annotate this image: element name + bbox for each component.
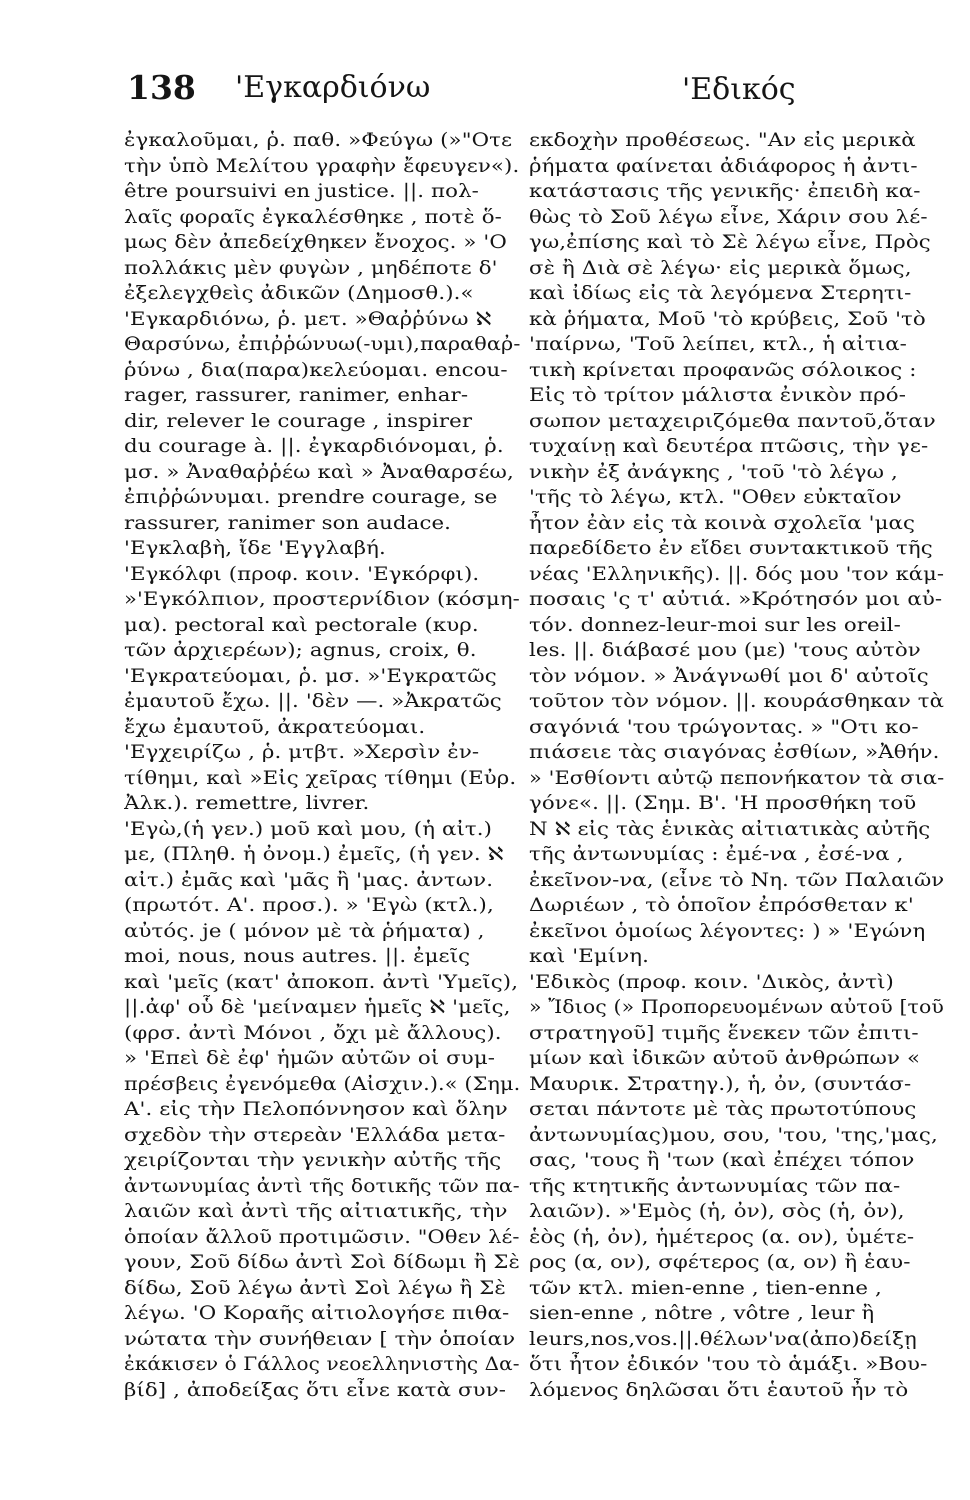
text-line: ἀντωνυμίας ἀντὶ τῆς δοτικῆς τῶν πα- [124, 1175, 520, 1197]
text-line: σαγόνιά 'του τρώγοντας. » "Οτι κο- [529, 716, 919, 738]
text-line: ἔχω ἐμαυτοῦ, ἀκρατεύομαι. [124, 716, 426, 738]
text-line: τῆς κτητικῆς ἀντωνυμίας τῶν πα- [529, 1175, 901, 1197]
text-line: βίδ] , ἀποδείξας ὅτι εἶνε κατὰ συν- [124, 1379, 507, 1401]
text-line: »'Εγκόλπιον, προστερνίδιον (κόσμη- [124, 589, 520, 610]
text-line: τόν. donnez-leur-moi sur les oreil- [529, 614, 901, 636]
text-line: γω,ἐπίσης καὶ τὸ Σὲ λέγω εἶνε, Πρὸς [529, 232, 931, 253]
text-line: καὶ ἰδίως εἰς τὰ λεγόμενα Στερητι- [529, 283, 912, 304]
text-line: λαιῶν καὶ ἀντὶ τῆς αἰτιατικῆς, τὴν [124, 1201, 508, 1222]
text-line: ὅτι ἦτον ἐδικόν 'του τὸ ἁμάξι. »Βου- [529, 1354, 928, 1375]
text-line: 'τῆς τὸ λέγω, κτλ. "Οθεν εὐκταῖον [529, 487, 902, 508]
text-line: τὸν νόμον. » Ἀνάγνωθί μοι δ' αὐτοῖς [529, 665, 929, 687]
text-line: 'Εγχειρίζω , ῥ. μτβτ. »Χερσὶν ἐν- [124, 742, 480, 763]
text-line: νέας 'Ελληνικῆς). ||. δός μου 'τον κάμ- [529, 563, 945, 585]
text-line: ἀντωνυμίας)μου, σου, 'του, 'της,'μας, [529, 1124, 938, 1146]
text-line: τῆς ἀντωνυμίας : ἐμέ-να , ἐσέ-να , [529, 844, 904, 865]
text-line: ποσαις 'ς τ' αὐτιά. »Κρότησόν μοι αὐ- [529, 589, 943, 610]
text-line: ῥήματα φαίνεται ἀδιάφορος ἡ ἀντι- [529, 155, 918, 177]
text-line: ῥύνω , δια(παρα)κελεύομαι. encou- [124, 359, 508, 381]
text-line: ἐξελεγχθεὶς ἀδικῶν (Δημοσθ.).« [124, 283, 474, 304]
left-guide-word: 'Εγκαρδιόνω [235, 70, 431, 105]
text-line: αὐτός. je ( μόνον μὲ τὰ ῥήματα) , [124, 920, 485, 942]
text-line: τῶν κτλ. mien-enne , tien-enne , [529, 1277, 882, 1299]
text-line: θὼς τὸ Σοῦ λέγω εἶνε, Χάριν σου λέ- [529, 206, 928, 228]
page-header [0, 68, 970, 118]
text-line: γουν, Σοῦ δίδω ἀντὶ Σοὶ δίδωμι ἢ Σὲ [124, 1252, 520, 1273]
text-line: γόνε«. ||. (Σημ. Β'. 'Η προσθήκη τοῦ [529, 793, 917, 814]
text-line: ἐκεῖνοι ὁμοίως λέγοντες: ) » 'Εγώνη [529, 920, 926, 942]
text-line: μσ. » Ἀναθαῤῥέω καὶ » Ἀναθαρσέω, [124, 461, 514, 483]
text-line: τίθημι, καὶ »Εἰς χεῖρας τίθημι (Εὐρ. [124, 767, 517, 789]
text-line: μως δὲν ἀπεδείχθηκεν ἔνοχος. » 'Ο [124, 232, 507, 253]
text-line: σας, 'τους ἢ 'των (καὶ ἐπέχει τόπον [529, 1150, 915, 1171]
text-line: ἑὸς (ἡ, ὀν), ἡμέτερος (α. ον), ὑμέτε- [529, 1226, 915, 1248]
text-line: τῶν ἀρχιερέων); agnus, croix, θ. [124, 640, 477, 661]
text-line: νικὴν ἐξ ἀνάγκης , 'τοῦ 'τὸ λέγω , [529, 461, 898, 483]
text-line: 'Εγκρατεύομαι, ῥ. μσ. »'Εγκρατῶς [124, 665, 497, 687]
text-line: leurs,nos,vos.||.θέλων'να(ἀπο)δείξῃ [529, 1328, 917, 1350]
text-line: ἐμαυτοῦ ἔχω. ||. 'δὲν —. »Ἀκρατῶς [124, 691, 502, 712]
text-line: ἐκεῖνον-να, (εἶνε τὸ Νη. τῶν Παλαιῶν [529, 869, 945, 891]
text-line: καὶ 'μεῖς (κατ' ἀποκοπ. ἀντὶ 'Υμεῖς), [124, 971, 519, 993]
text-line: λόμενος δηλῶσαι ὅτι ἑαυτοῦ ἦν τὸ [529, 1379, 909, 1401]
text-line: κὰ ῥήματα, Μοῦ 'τὸ κρύβεις, Σοῦ 'τὸ [529, 308, 926, 330]
text-line: τὴν ὑπὸ Μελίτου γραφὴν ἔφευγεν«). [124, 155, 520, 177]
text-line: μα). pectoral καὶ pectorale (κυρ. [124, 614, 479, 636]
text-line: ἐπιῤῥώνυμαι. prendre courage, se [124, 487, 498, 508]
text-line: δίδω, Σοῦ λέγω ἀντὶ Σοὶ λέγω ἢ Σὲ [124, 1277, 506, 1299]
text-line: καὶ 'Εμίνη. [529, 946, 650, 967]
page-number: 138 [127, 68, 196, 107]
text-line: λέγω. 'Ο Κοραῆς αἰτιολογήσε πιθα- [124, 1303, 510, 1324]
text-line: κατάστασις τῆς γενικῆς· ἐπειδὴ κα- [529, 181, 921, 202]
text-line: ἦτον ἐὰν εἰς τὰ κοινὰ σχολεῖα 'μας [529, 512, 916, 534]
text-line: les. ||. διάβασέ μου (με) 'τους αὐτὸν [529, 640, 921, 661]
text-line: Α'. εἰς τὴν Πελοπόννησον καὶ ὅλην [124, 1099, 508, 1120]
left-column [124, 128, 520, 1403]
text-line: ὁποίαν ἄλλοῦ προτιμῶσιν. "Οθεν λέ- [124, 1226, 520, 1248]
text-line: τυχαίνῃ καὶ δευτέρα πτῶσις, τὴν γε- [529, 436, 929, 457]
text-line: rager, rassurer, ranimer, enhar- [124, 385, 469, 406]
text-line: σχεδὸν τὴν στερεὰν 'Ελλάδα μετα- [124, 1124, 506, 1146]
text-line: στρατηγοῦ] τιμῆς ἕνεκεν τῶν ἐπιτι- [529, 1022, 919, 1044]
text-line: rassurer, ranimer son audace. [124, 512, 452, 534]
text-line: μίων καὶ ἰδικῶν αὐτοῦ ἀνθρώπων « [529, 1048, 921, 1069]
text-line: 'Εγκαρδιόνω, ῥ. μετ. »Θαῤῥύνω ℵ [124, 308, 492, 330]
text-line: 'Εγκλαβὴ, ἴδε 'Εγγλαβή. [124, 538, 386, 559]
text-line: ρος (α, ον), σφέτερος (α, ον) ἢ ἑαυ- [529, 1252, 911, 1273]
text-line: 'παίρνω, 'Τοῦ λείπει, κτλ., ἡ αἰτια- [529, 334, 907, 355]
text-line: παρεδίδετο ἐν εἴδει συντακτικοῦ τῆς [529, 538, 933, 559]
text-line: moi, nous, nous autres. ||. ἐμεῖς [124, 946, 471, 967]
text-line: » 'Εσθίοντι αὐτῷ πεπονήκατον τὰ σια- [529, 767, 945, 789]
text-line: Ἀλκ.). remettre, livrer. [124, 793, 370, 814]
text-line: νώτατα τὴν συνήθειαν [ τὴν ὁποίαν [124, 1328, 516, 1350]
text-line: » Ἴδιος (» Προπορευομένων αὐτοῦ [τοῦ [529, 997, 944, 1018]
text-line: Θαρσύνω, ἐπιῤῥώνυω(-υμι),παραθαῤ- [124, 334, 521, 355]
text-line: σωπον μεταχειριζόμεθα παντοῦ,ὅταν [529, 410, 936, 432]
text-line: ἐγκαλοῦμαι, ῥ. παθ. »Φεύγω (»"Οτε [124, 130, 513, 151]
text-line: λαῖς φοραῖς ἐγκαλέσθηκε , ποτὲ ὅ- [124, 206, 502, 228]
text-line: με, (Πληθ. ἡ ὀνομ.) ἐμεῖς, (ἡ γεν. ℵ [124, 844, 504, 865]
text-line: sien-enne , nôtre , vôtre , leur ἢ [529, 1303, 875, 1324]
text-line: du courage à. ||. ἐγκαρδιόνομαι, ῥ. [124, 436, 504, 457]
text-line: χειρίζονται τὴν γενικὴν αὐτῆς τῆς [124, 1150, 502, 1171]
text-line: dir, relever le courage , inspirer [124, 410, 473, 432]
text-line: πρέσβεις ἐγενόμεθα (Αἰσχιν.).« (Σημ. [124, 1073, 521, 1095]
text-line: Εἰς τὸ τρίτον μάλιστα ἐνικὸν πρό- [529, 385, 907, 406]
text-line: τοῦτον τὸν νόμον. ||. κουράσθηκαν τὰ [529, 691, 945, 712]
right-column [529, 128, 944, 1403]
text-line: ἐκάκισεν ὁ Γάλλος νεοελληνιστὴς Δα- [124, 1354, 520, 1375]
text-line: σεται πάντοτε μὲ τὰς πρωτοτύπους [529, 1099, 917, 1120]
text-line: 'Εγὼ,(ἡ γεν.) μοῦ καὶ μου, (ἡ αἰτ.) [124, 818, 493, 840]
text-line: πολλάκις μὲν φυγὼν , μηδέποτε δ' [124, 257, 498, 279]
text-line: être poursuivi en justice. ||. πολ- [124, 181, 479, 202]
text-line: (φρσ. ἀντὶ Μόνοι , ὄχι μὲ ἄλλους). [124, 1022, 502, 1044]
right-guide-word: 'Εδικός [682, 72, 796, 107]
text-line: πιάσειε τὰς σιαγόνας ἐσθίων, »Ἀθήν. [529, 742, 940, 763]
text-line: Δωριέων , τὸ ὁποῖον ἐπρόσθεταν κ' [529, 895, 914, 916]
text-line: Μαυρικ. Στρατηγ.), ἡ, ὀν, (συντάσ- [529, 1073, 912, 1095]
text-line: Ν ℵ εἰς τὰς ἑνικὰς αἰτιατικὰς αὐτῆς [529, 818, 931, 840]
text-line: 'Εγκόλφι (προφ. κοιν. 'Εγκόρφι). [124, 563, 480, 585]
text-line: ||.ἀφ' οὗ δὲ 'μείναμεν ἡμεῖς ℵ 'μεῖς, [124, 997, 511, 1018]
text-line: λαιῶν). »'Εμὸς (ἡ, ὀν), σὸς (ἡ, ὀν), [529, 1201, 905, 1222]
text-line: σὲ ἢ Διὰ σὲ λέγω· εἰς μερικὰ ὅμως, [529, 257, 912, 279]
text-line: » 'Επεὶ δὲ ἐφ' ἡμῶν αὐτῶν οἱ συμ- [124, 1048, 496, 1069]
text-line: τικὴ κρίνεται προφανῶς σόλοικος : [529, 359, 917, 381]
text-line: εκδοχὴν προθέσεως. "Αν εἰς μερικὰ [529, 130, 916, 151]
text-line: 'Εδικὸς (προφ. κοιν. 'Δικὸς, ἀντὶ) [529, 971, 894, 993]
text-line: αἰτ.) ἐμᾶς καὶ 'μᾶς ἢ 'μας. ἀντων. [124, 869, 494, 891]
text-line: (πρωτότ. Α'. προσ.). » 'Εγὼ (κτλ.), [124, 895, 494, 916]
